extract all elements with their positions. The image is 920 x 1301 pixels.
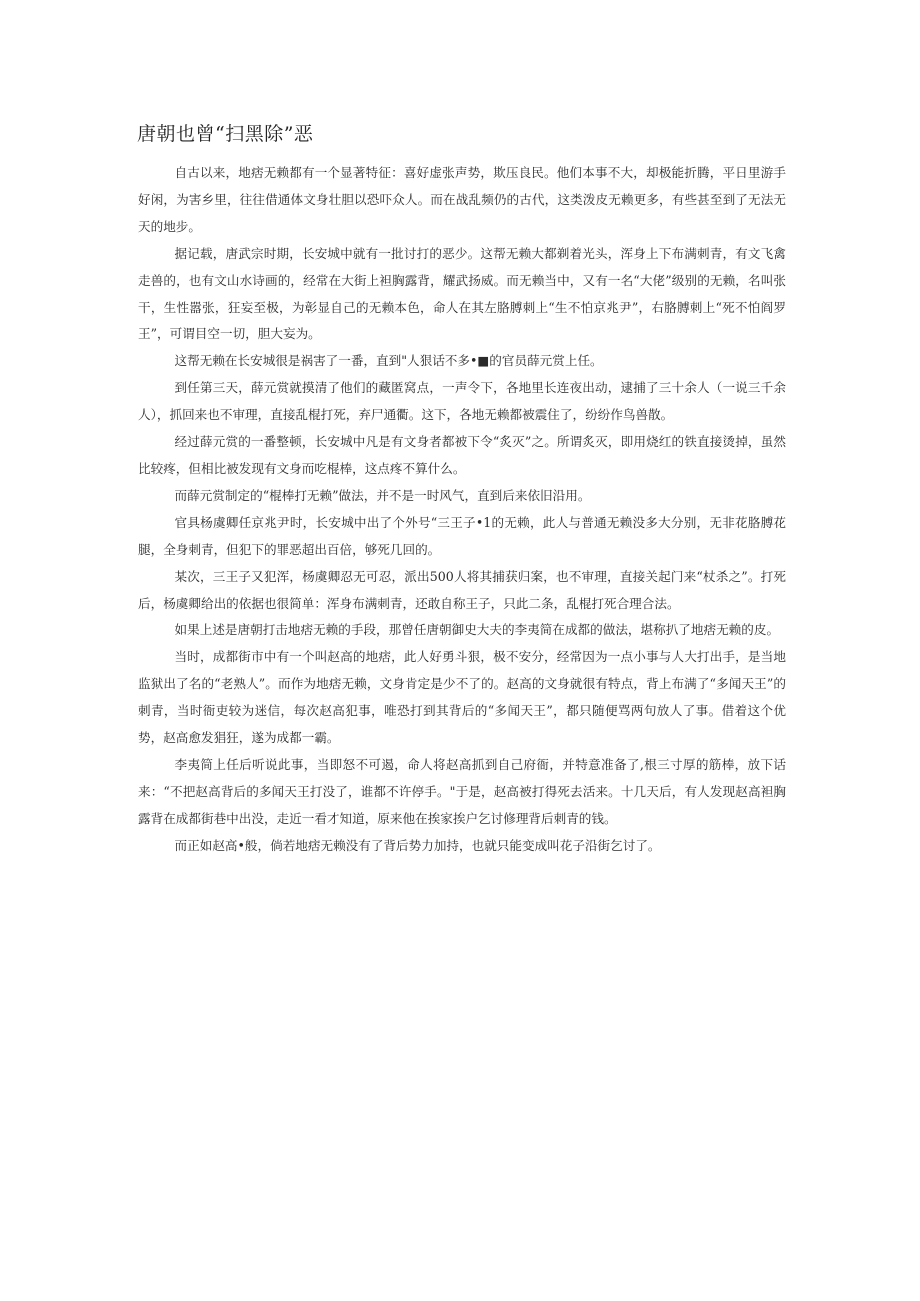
paragraph: 官具杨虞卿任京兆尹时，长安城中出了个外号“三王子•1的无赖，此人与普通无赖没多大分别，无非花胳膊花腿，全身刺青，但犯下的罪恶超出百倍，够死几回的。 (138, 514, 786, 557)
paragraph: 而薛元赏制定的“棍棒打无赖”做法，并不是一时风气，直到后来依旧沿用。 (174, 487, 591, 503)
article-body (138, 160, 786, 860)
article-title: 唐朝也曾“扫黑除”恶 (137, 123, 314, 145)
paragraph: 某次，三王子又犯浑，杨虞卿忍无可忍，派出500人将其捕获归案，也不审理，直接关起门来“杖杀之”。打死后，杨虞卿给出的依据也很简单：浑身布满刺青，还敢自称王子，只此二条，乱棍打死合理合法。 (138, 568, 786, 611)
paragraph: 当时，成都街市中有一个叫赵高的地痞，此人好勇斗狠，极不安分，经常因为一点小事与人大打出手，是当地监狱出了名的“老熟人”。而作为地痞无赖，文身肯定是少不了的。赵高的文身就很有特点，背上布满了“多闻天王”的刺青，当时衙吏较为迷信，每次赵高犯事，唯恐打到其背后的“多闻天王”，都只随便骂两句放人了事。借着这个优势，赵高愈发猖狂，遂为成都一霸。 (138, 649, 786, 746)
paragraph: 自古以来，地痞无赖都有一个显著特征：喜好虚张声势，欺压良民。他们本事不大，却极能折腾，平日里游手好闲，为害乡里，往往借通体文身壮胆以恐吓众人。而在战乱频仍的古代，这类泼皮无赖更多，有些甚至到了无法无天的地步。 (138, 165, 786, 234)
paragraph: 而正如赵高•般，倘若地痞无赖没有了背后势力加持，也就只能变成叫花子沿街乞讨了。 (174, 837, 661, 853)
paragraph: 据记载，唐武宗时期，长安城中就有一批讨打的恶少。这帮无赖大都剃着光头，浑身上下布满刺青，有文飞禽走兽的，也有文山水诗画的，经常在大街上袒胸露背，耀武扬威。而无赖当中，又有一名“大佬”级别的无赖，名叫张干，生性嚣张，狂妄至极，为彰显自己的无赖本色，命人在其左胳膊刺上“生不怕京兆尹”，右胳膊刺上“死不怕阎罗王”，可谓目空一切，胆大妄为。 (138, 245, 786, 342)
paragraph: 经过薛元赏的一番整顿，长安城中凡是有文身者都被下令“炙灭”之。所谓炙灭，即用烧红的铁直接烫掉，虽然比较疼，但相比被发现有文身而吃棍棒，这点疼不算什么。 (138, 434, 786, 476)
paragraph: 这帮无赖在长安城很是祸害了一番，直到"人狠话不多•■的官员薛元赏上任。 (174, 353, 603, 369)
paragraph: 如果上述是唐朝打击地痞无赖的手段，那曾任唐朝御史大夫的李夷简在成都的做法，堪称扒了地痞无赖的皮。 (174, 622, 780, 638)
paragraph: 李夷简上任后听说此事，当即怒不可遏，命人将赵高抓到自己府衙，并特意准备了,根三寸厚的筋棒，放下话来：“不把赵高背后的多闻天王打没了，谁都不许停手。"于是，赵高被打得死去活来。十几天后，有人发现赵高袒胸露背在成都街巷中出没，走近一看才知道，原来他在挨家挨户乞讨修理背后刺青的钱。 (138, 756, 786, 826)
paragraph: 到任第三天，薛元赏就摸清了他们的藏匿窝点，一声令下，各地里长连夜出动，逮捕了三十余人（一说三千余人），抓回来也不审理，直接乱棍打死，弃尸通衢。这下，各地无赖都被震住了，纷纷作鸟兽散。 (138, 380, 786, 423)
